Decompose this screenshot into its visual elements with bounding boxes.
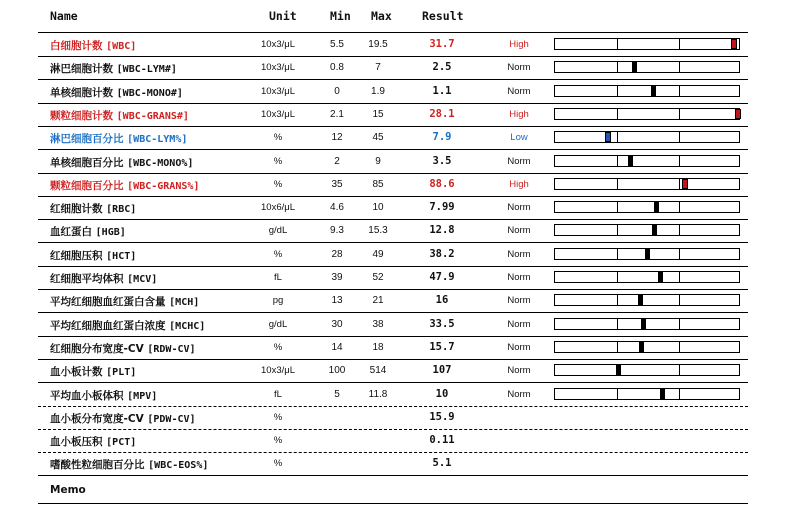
cell-result: 7.9 [432,131,452,144]
cell-result: 10 [435,387,449,400]
cell-unit: 10x3/μL [261,85,295,97]
test-name-text: 红细胞计数 [50,203,103,216]
range-max-line [679,62,680,72]
table-row [38,383,748,407]
cell-result: 28.1 [429,107,455,120]
test-code: [WBC-GRANS#] [116,110,189,122]
range-bar [554,201,740,213]
cell-max: 10 [372,202,384,214]
result-marker [632,62,637,72]
range-max-line [679,86,680,96]
cell-result: 47.9 [429,271,455,283]
cell-flag: Norm [507,365,531,377]
cell-unit: % [273,178,283,190]
test-name-text: 红细胞压积 [50,249,103,262]
cell-min: 2 [334,155,340,167]
cell-max: 19.5 [368,39,388,50]
cell-min: 14 [331,341,343,353]
test-name [50,388,157,403]
test-name [50,434,136,449]
result-marker [639,342,644,352]
test-name [50,224,126,239]
cell-flag: Low [510,132,528,144]
range-bar [554,294,740,306]
test-name-text: 血小板计数 [50,366,103,379]
range-min-line [617,202,618,212]
cell-flag: Norm [507,248,531,260]
table-row [38,313,748,337]
table-row [38,173,748,197]
memo-divider [38,503,748,504]
range-max-line [679,132,680,142]
test-name-text: 白细胞计数 [50,40,103,52]
cell-result: 1.1 [432,84,452,97]
test-name-text: 淋巴细胞百分比 [50,133,124,146]
cell-result: 5.1 [432,457,452,470]
test-name [50,38,136,53]
test-name-text: 血小板分布宽度-CV [50,412,144,425]
cell-unit: 10x3/μL [261,108,295,120]
range-bar [554,318,740,330]
cell-flag: Norm [507,388,531,400]
cell-min: 100 [328,365,346,377]
cell-flag: High [509,39,529,50]
cell-max: 21 [372,295,384,307]
table-row [38,33,748,57]
test-code: [HGB] [95,227,126,239]
test-code: [MCH] [169,297,200,309]
test-name [50,201,136,216]
result-marker [735,109,741,119]
header-unit: Unit [269,9,297,23]
test-code: [WBC] [106,41,137,52]
range-max-line [679,389,680,399]
test-name-text: 颗粒细胞百分比 [50,179,124,192]
range-max-line [679,272,680,282]
test-name-text: 血小板压积 [50,436,103,449]
result-marker [731,39,737,49]
range-bar [554,341,740,353]
range-max-line [679,319,680,329]
test-name [50,131,187,146]
range-min-line [617,39,618,49]
table-row [38,429,748,453]
cell-flag: Norm [507,62,531,74]
result-marker [605,132,611,142]
range-min-line [617,342,618,352]
cell-result: 7.99 [429,201,455,214]
result-marker [651,86,656,96]
cell-unit: % [273,132,283,144]
test-code: [MCV] [127,274,158,285]
test-code: [PDW-CV] [147,413,196,425]
cell-min: 0 [334,85,340,97]
test-name [50,178,199,193]
table-row [38,359,748,383]
table-row [38,243,748,267]
cell-max: 52 [372,272,384,283]
cell-max: 49 [372,248,384,260]
range-min-line [617,272,618,282]
cell-max: 18 [372,341,384,353]
result-marker [652,225,657,235]
table-header [38,0,748,32]
range-max-line [679,156,680,166]
cell-unit: % [273,248,283,260]
cell-min: 5.5 [330,39,344,50]
cell-unit: % [273,411,283,423]
cell-min: 12 [331,132,343,144]
range-bar [554,61,740,73]
cell-result: 38.2 [429,247,455,260]
range-max-line [679,225,680,235]
test-name-text: 单核细胞百分比 [50,156,124,169]
range-min-line [617,319,618,329]
cell-flag: Norm [507,85,531,97]
table-row [38,406,748,430]
range-bar [554,224,740,236]
result-marker [658,272,663,282]
cell-unit: g/dL [268,225,288,237]
cell-min: 5 [334,388,340,400]
result-marker [641,319,646,329]
test-name [50,318,205,333]
cell-flag: Norm [507,225,531,237]
test-code: [WBC-LYM%] [127,134,188,146]
test-name-text: 红细胞平均体积 [50,273,124,285]
cell-unit: 10x3/μL [261,39,295,50]
test-code: [PCT] [106,437,137,449]
test-name [50,364,136,379]
cell-min: 2.1 [330,108,344,120]
table-row [38,150,748,174]
cell-unit: % [273,435,283,447]
table-row [38,103,748,127]
range-bar [554,131,740,143]
cell-max: 9 [375,155,381,167]
cell-flag: Norm [507,341,531,353]
header-result: Result [422,9,464,23]
cell-unit: fL [274,272,282,283]
cell-unit: % [273,341,283,353]
range-bar [554,155,740,167]
table-row [38,80,748,104]
cell-max: 15 [372,108,384,120]
range-bar [554,178,740,190]
test-code: [WBC-MONO%] [127,157,194,169]
test-name-text: 血红蛋白 [50,226,92,239]
cell-max: 11.8 [368,388,388,400]
range-max-line [679,109,680,119]
cell-flag: Norm [507,155,531,167]
test-code: [WBC-LYM#] [116,64,177,76]
range-max-line [679,342,680,352]
result-marker [616,365,621,375]
range-bar [554,38,740,50]
cell-unit: 10x3/μL [261,62,295,74]
cell-min: 0.8 [330,62,344,74]
cell-result: 33.5 [429,317,455,330]
cell-max: 45 [372,132,384,144]
cell-max: 514 [369,365,387,377]
range-max-line [679,365,680,375]
cell-min: 39 [331,272,343,283]
test-name [50,411,196,426]
test-name-text: 红细胞分布宽度-CV [50,342,144,355]
cell-flag: Norm [507,295,531,307]
range-bar [554,108,740,120]
test-code: [RDW-CV] [147,343,196,355]
result-marker [638,295,643,305]
table-row [38,126,748,150]
test-name [50,294,199,309]
cell-result: 16 [435,294,449,307]
cell-min: 13 [331,295,343,307]
cell-result: 2.5 [432,61,452,74]
table-row [38,266,748,290]
range-bar [554,248,740,260]
header-min: Min [330,9,351,23]
range-min-line [617,179,618,189]
cell-max: 7 [375,62,381,74]
test-name [50,457,208,472]
cell-max: 85 [372,178,384,190]
cell-min: 4.6 [330,202,344,214]
cell-unit: % [273,155,283,167]
test-code: [MPV] [127,390,158,402]
cell-result: 107 [432,364,452,377]
test-name-text: 平均红细胞血红蛋白含量 [50,296,166,309]
test-name-text: 平均血小板体积 [50,389,124,402]
result-marker [654,202,659,212]
test-name [50,85,183,100]
test-code: [MCHC] [169,320,206,332]
range-min-line [617,295,618,305]
range-min-line [617,109,618,119]
range-min-line [617,156,618,166]
cell-unit: 10x6/μL [261,202,295,214]
memo-label: Memo [50,484,86,496]
test-code: [RBC] [106,204,137,216]
test-name-text: 平均红细胞血红蛋白浓度 [50,319,166,332]
test-code: [WBC-EOS%] [148,460,209,472]
test-name-text: 淋巴细胞计数 [50,63,113,76]
range-min-line [617,62,618,72]
range-bar [554,388,740,400]
cell-result: 15.9 [429,410,455,423]
test-code: [PLT] [106,367,137,379]
cell-result: 15.7 [429,340,455,353]
test-name [50,61,177,76]
test-code: [WBC-GRANS%] [127,180,200,192]
cell-unit: pg [272,295,284,307]
header-max: Max [371,9,392,23]
cell-unit: fL [274,388,282,400]
test-name [50,271,157,286]
test-name-text: 嗜酸性粒细胞百分比 [50,459,145,472]
cell-result: 88.6 [429,177,455,190]
table-row [38,56,748,80]
cell-unit: % [273,458,283,470]
result-marker [628,156,633,166]
table-row [38,289,748,313]
test-name [50,341,196,356]
test-code: [WBC-MONO#] [116,87,183,99]
table-row [38,336,748,360]
result-marker [682,179,688,189]
cell-min: 30 [331,318,343,330]
range-bar [554,85,740,97]
range-bar [554,271,740,283]
cell-result: 0.11 [429,434,455,447]
test-name [50,248,136,263]
cell-flag: Norm [507,318,531,330]
range-max-line [679,249,680,259]
range-bar [554,364,740,376]
range-max-line [679,179,680,189]
range-max-line [679,39,680,49]
table-row [38,219,748,243]
cell-unit: g/dL [268,318,288,330]
test-code: [HCT] [106,250,137,262]
table-row [38,452,748,476]
cell-max: 38 [372,318,384,330]
cell-max: 15.3 [368,225,388,237]
table-row [38,196,748,220]
cell-result: 12.8 [429,224,455,237]
cell-flag: High [509,108,529,120]
cell-min: 28 [331,248,343,260]
cell-result: 31.7 [429,38,455,50]
range-min-line [617,132,618,142]
cell-flag: High [509,178,529,190]
cell-min: 35 [331,178,343,190]
test-name [50,108,189,123]
header-name: Name [50,9,78,23]
cell-max: 1.9 [371,85,385,97]
cell-result: 3.5 [432,154,452,167]
range-max-line [679,202,680,212]
cell-unit: 10x3/μL [261,365,295,377]
cell-flag: Norm [507,272,531,283]
range-min-line [617,249,618,259]
cell-flag: Norm [507,202,531,214]
range-min-line [617,86,618,96]
result-marker [660,389,665,399]
range-min-line [617,225,618,235]
cell-min: 9.3 [330,225,344,237]
result-marker [645,249,650,259]
test-name-text: 单核细胞计数 [50,86,113,99]
range-max-line [679,295,680,305]
test-name-text: 颗粒细胞计数 [50,109,113,122]
range-min-line [617,389,618,399]
test-name [50,155,193,170]
